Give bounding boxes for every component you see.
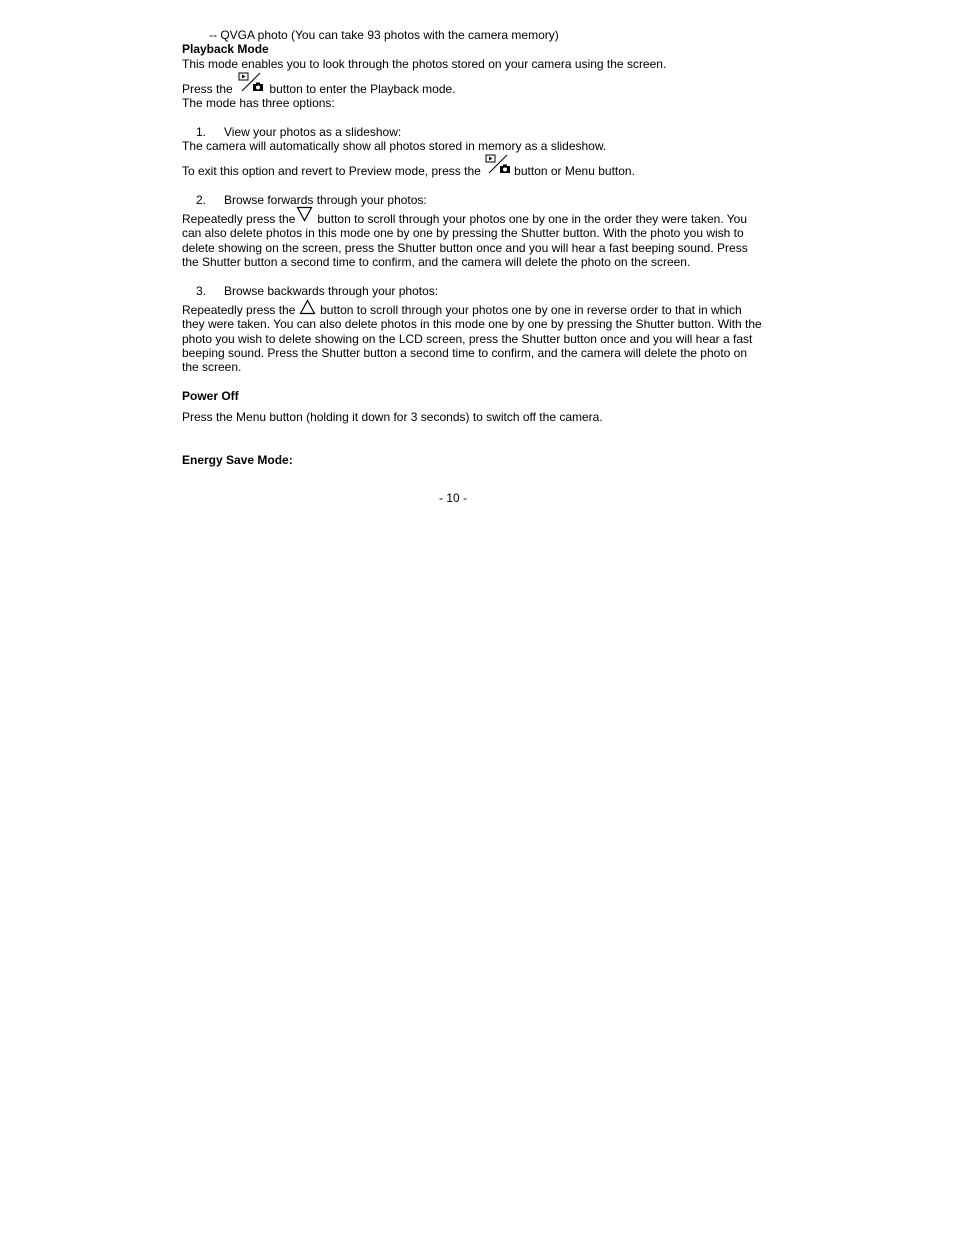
- option-1-line-2: [182, 164, 635, 178]
- option-2-line-3: delete showing on the screen, press the Shutter button once and you will hear a fast beeping sound. Press: [182, 241, 748, 255]
- option-1-number: 1.: [196, 125, 207, 139]
- option-1-title: View your photos as a slideshow:: [224, 125, 402, 139]
- option-3-line-5: the screen.: [182, 360, 242, 374]
- option-3-line-3: photo you wish to delete showing on the LCD screen, press the Shutter button once and you will hear a fast: [182, 332, 753, 346]
- up-triangle-icon: [299, 303, 317, 317]
- option-1-line-2-start: To exit this option and revert to Preview mode, press the: [182, 164, 481, 178]
- intro-line: -- QVGA photo (You can take 93 photos with the camera memory): [209, 28, 559, 42]
- playback-p2-end: button to enter the Playback mode.: [269, 82, 456, 96]
- energy-save-heading: Energy Save Mode:: [182, 453, 293, 467]
- playback-p2: [182, 82, 456, 96]
- option-3-line-2: they were taken. You can also delete photos in this mode one by one by pressing the Shutter button. With the: [182, 317, 762, 331]
- option-3-title: Browse backwards through your photos:: [224, 284, 439, 298]
- power-off-heading: Power Off: [182, 389, 239, 403]
- power-off-text: Press the Menu button (holding it down for 3 seconds) to switch off the camera.: [182, 410, 603, 424]
- option-2-line-1: [182, 212, 747, 226]
- playback-heading: Playback Mode: [182, 42, 269, 56]
- option-2-line-1-end: button to scroll through your photos one by one in the order they were taken. You: [317, 212, 748, 226]
- option-2-number: 2.: [196, 193, 207, 207]
- option-2-line-1-start: Repeatedly press the: [182, 212, 296, 226]
- option-2-line-2: can also delete photos in this mode one by one by pressing the Shutter button. With the photo you wish to: [182, 226, 744, 240]
- option-1-line-2-end: button or Menu button.: [514, 164, 635, 178]
- option-3-line-1: [182, 303, 742, 317]
- down-triangle-icon: [295, 212, 317, 226]
- page-number: - 10 -: [438, 491, 467, 505]
- playback-p3: The mode has three options:: [182, 96, 335, 110]
- option-2-line-4: the Shutter button a second time to confirm, and the camera will delete the photo on the screen.: [182, 255, 691, 269]
- option-3-number: 3.: [196, 284, 207, 298]
- option-3-line-1-end: button to scroll through your photos one by one in reverse order to that in which: [320, 303, 742, 317]
- playback-p2-start: Press the: [182, 82, 233, 96]
- playback-p1: This mode enables you to look through the photos stored on your camera using the screen.: [182, 57, 667, 71]
- option-2-title: Browse forwards through your photos:: [224, 193, 427, 207]
- option-1-line-1: The camera will automatically show all photos stored in memory as a slideshow.: [182, 139, 607, 153]
- option-3-line-4: beeping sound. Press the Shutter button a second time to confirm, and the camera will delete the photo on: [182, 346, 748, 360]
- option-3-line-1-start: Repeatedly press the: [182, 303, 296, 317]
- playback-camera-icon: [484, 164, 514, 178]
- playback-camera-icon: [236, 82, 266, 96]
